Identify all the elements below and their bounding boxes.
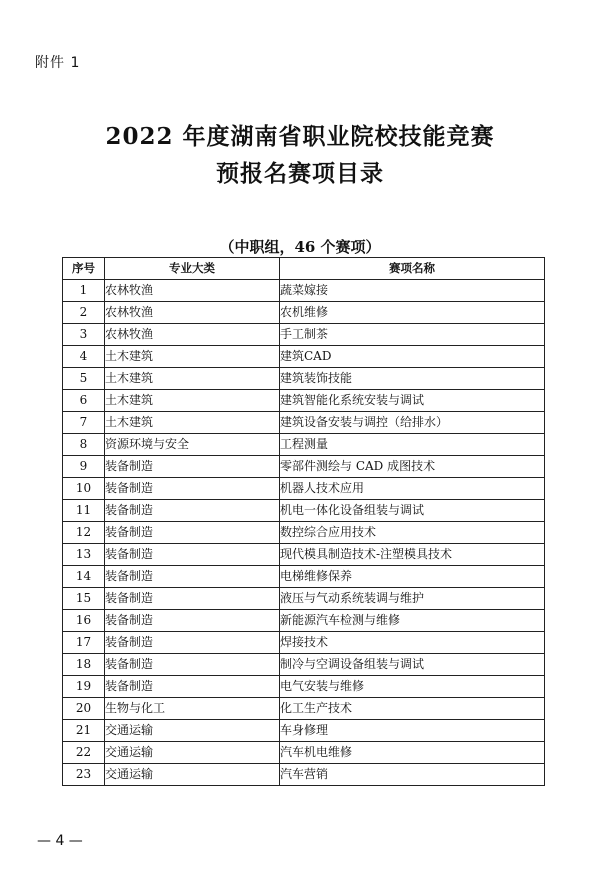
row-category: 装备制造: [105, 632, 280, 654]
page-number: — 4 —: [37, 833, 83, 849]
row-category: 装备制造: [105, 654, 280, 676]
row-event-name: 汽车机电维修: [280, 742, 545, 764]
row-category: 农林牧渔: [105, 324, 280, 346]
row-event-name: 电气安装与维修: [280, 676, 545, 698]
row-category: 土木建筑: [105, 346, 280, 368]
row-number: 17: [63, 632, 105, 654]
competition-table: [62, 257, 545, 786]
row-event-name: 车身修理: [280, 720, 545, 742]
row-event-name: 手工制茶: [280, 324, 545, 346]
row-category: 装备制造: [105, 544, 280, 566]
row-event-name: 建筑设备安装与调控（给排水）: [280, 412, 545, 434]
table-row: [63, 698, 545, 720]
row-category: 装备制造: [105, 456, 280, 478]
table-row: [63, 522, 545, 544]
row-category: 土木建筑: [105, 412, 280, 434]
row-event-name: 建筑CAD: [280, 346, 545, 368]
table-row: [63, 500, 545, 522]
row-category: 交通运输: [105, 742, 280, 764]
row-number: 10: [63, 478, 105, 500]
row-event-name: 液压与气动系统装调与维护: [280, 588, 545, 610]
table-row: [63, 302, 545, 324]
row-category: 资源环境与安全: [105, 434, 280, 456]
row-number: 16: [63, 610, 105, 632]
row-number: 1: [63, 280, 105, 302]
row-category: 交通运输: [105, 720, 280, 742]
row-number: 21: [63, 720, 105, 742]
row-number: 23: [63, 764, 105, 786]
row-number: 12: [63, 522, 105, 544]
table-row: [63, 478, 545, 500]
row-category: 装备制造: [105, 610, 280, 632]
row-category: 土木建筑: [105, 368, 280, 390]
row-event-name: 农机维修: [280, 302, 545, 324]
row-number: 5: [63, 368, 105, 390]
table-row: [63, 566, 545, 588]
table-row: [63, 456, 545, 478]
header-category: 专业大类: [105, 258, 280, 280]
row-category: 土木建筑: [105, 390, 280, 412]
row-event-name: 电梯维修保养: [280, 566, 545, 588]
row-category: 装备制造: [105, 676, 280, 698]
row-number: 18: [63, 654, 105, 676]
row-category: 装备制造: [105, 478, 280, 500]
annex-label: 附件 1: [35, 55, 81, 71]
table-row: [63, 676, 545, 698]
row-event-name: 零部件测绘与 CAD 成图技术: [280, 456, 545, 478]
row-event-name: 工程测量: [280, 434, 545, 456]
table-row: [63, 654, 545, 676]
row-category: 装备制造: [105, 566, 280, 588]
row-event-name: 化工生产技术: [280, 698, 545, 720]
header-event-name: 赛项名称: [280, 258, 545, 280]
header-number: 序号: [63, 258, 105, 280]
row-number: 22: [63, 742, 105, 764]
row-event-name: 蔬菜嫁接: [280, 280, 545, 302]
table-body: [63, 280, 545, 786]
row-event-name: 建筑装饰技能: [280, 368, 545, 390]
table-header-row: [63, 258, 545, 280]
table-row: [63, 390, 545, 412]
row-number: 3: [63, 324, 105, 346]
row-event-name: 新能源汽车检测与维修: [280, 610, 545, 632]
table-row: [63, 324, 545, 346]
row-category: 生物与化工: [105, 698, 280, 720]
document-title-line2: 预报名赛项目录: [216, 160, 384, 187]
table-row: [63, 742, 545, 764]
table-row: [63, 346, 545, 368]
row-number: 11: [63, 500, 105, 522]
row-event-name: 焊接技术: [280, 632, 545, 654]
table-row: [63, 280, 545, 302]
row-category: 农林牧渔: [105, 302, 280, 324]
row-number: 6: [63, 390, 105, 412]
row-event-name: 现代模具制造技术-注塑模具技术: [280, 544, 545, 566]
table-row: [63, 544, 545, 566]
row-number: 13: [63, 544, 105, 566]
row-number: 19: [63, 676, 105, 698]
row-number: 2: [63, 302, 105, 324]
row-category: 交通运输: [105, 764, 280, 786]
table-row: [63, 368, 545, 390]
row-number: 8: [63, 434, 105, 456]
row-category: 装备制造: [105, 588, 280, 610]
row-category: 装备制造: [105, 500, 280, 522]
row-number: 4: [63, 346, 105, 368]
table-row: [63, 720, 545, 742]
table-row: [63, 764, 545, 786]
table-row: [63, 412, 545, 434]
row-event-name: 汽车营销: [280, 764, 545, 786]
row-event-name: 建筑智能化系统安装与调试: [280, 390, 545, 412]
row-event-name: 制冷与空调设备组装与调试: [280, 654, 545, 676]
row-event-name: 数控综合应用技术: [280, 522, 545, 544]
row-number: 15: [63, 588, 105, 610]
table-row: [63, 610, 545, 632]
document-subtitle: （中职组，46 个赛项）: [219, 238, 381, 256]
row-number: 20: [63, 698, 105, 720]
row-number: 7: [63, 412, 105, 434]
row-event-name: 机电一体化设备组装与调试: [280, 500, 545, 522]
table-row: [63, 434, 545, 456]
document-title-line1: 2022 年度湖南省职业院校技能竞赛: [105, 123, 495, 150]
table-row: [63, 588, 545, 610]
row-category: 农林牧渔: [105, 280, 280, 302]
table-row: [63, 632, 545, 654]
row-number: 14: [63, 566, 105, 588]
row-category: 装备制造: [105, 522, 280, 544]
row-event-name: 机器人技术应用: [280, 478, 545, 500]
row-number: 9: [63, 456, 105, 478]
